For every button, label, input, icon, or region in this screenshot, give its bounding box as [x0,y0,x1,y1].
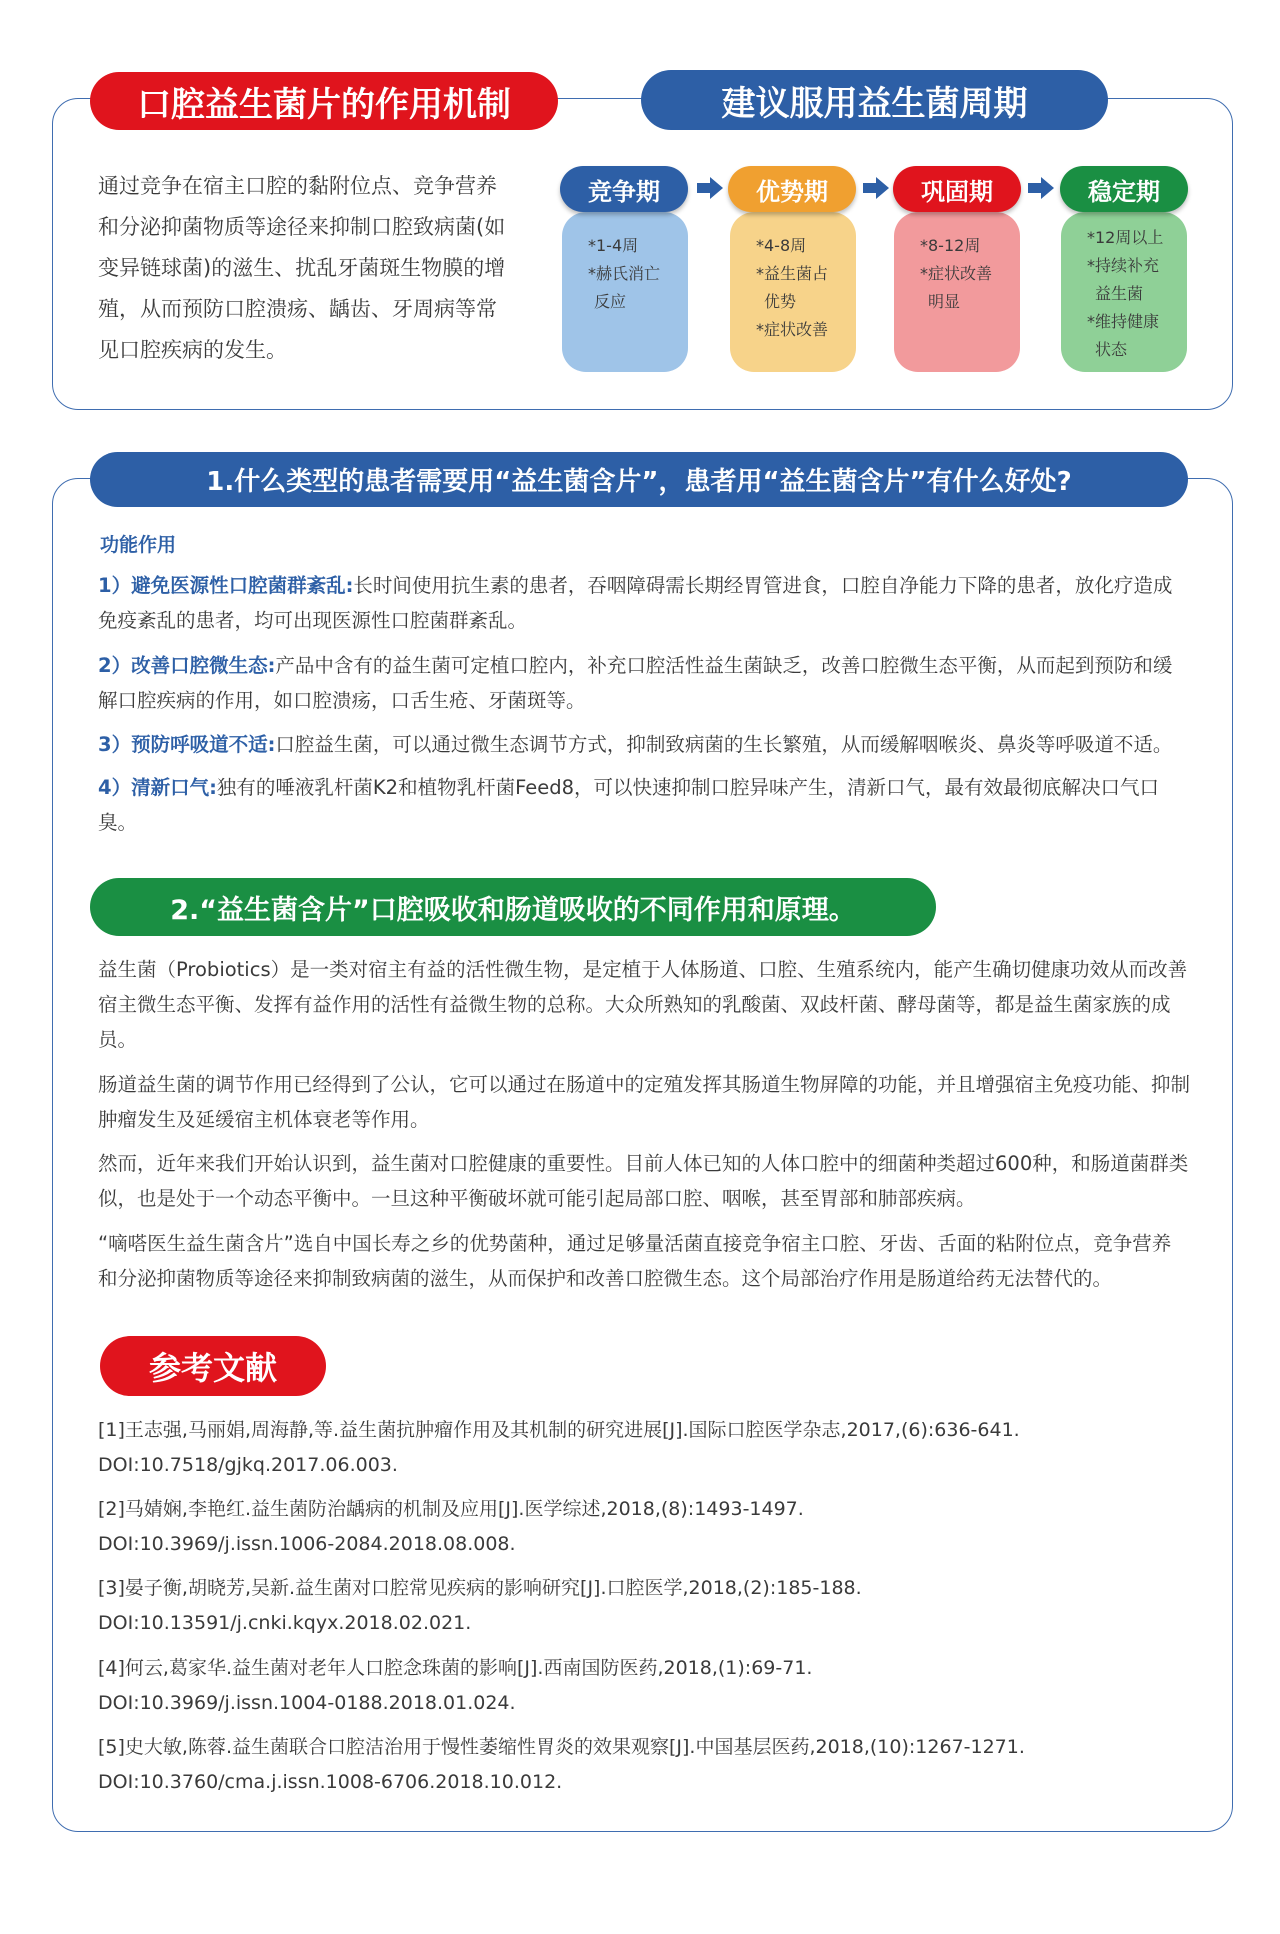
stage-head-2: 优势期 [728,166,856,212]
q2-paragraph: “嘀嗒医生益生菌含片”选自中国长寿之乡的优势菌种，通过足够量活菌直接竞争宿主口腔、牙齿、舌面的粘附位点，竞争营养和分泌抑菌物质等途径来抑制致病菌的滋生，从而保护和改善口腔微生态。这个局部治疗作用是肠道给药无法替代的。 [98,1232,1172,1290]
stage-head-1: 竞争期 [560,166,688,212]
stage-body-3: *8-12周 *症状改善 明显 [894,212,1020,372]
q2-paragraph: 然而，近年来我们开始认识到，益生菌对口腔健康的重要性。目前人体已知的人体口腔中的细菌种类超过600种，和肠道菌群类似，也是处于一个动态平衡中。一旦这种平衡破坏就可能引起局部口腔、咽喉，甚至胃部和肺部疾病。 [98,1152,1189,1210]
reference-item: [5]史大敏,陈蓉.益生菌联合口腔洁治用于慢性萎缩性胃炎的效果观察[J].中国基层医药,2018,(10):1267-1271. DOI:10.3760/cma.j.issn.1008-6706.2018.10.012. [98,1736,1025,1793]
q1-item-2: 2）改善口腔微生态:产品中含有的益生菌可定植口腔内，补充口腔活性益生菌缺乏，改善口腔微生态平衡，从而起到预防和缓解口腔疾病的作用，如口腔溃疡，口舌生疮、牙菌斑等。 [98,654,1173,712]
q1-item-3: 3）预防呼吸道不适:口腔益生菌，可以通过微生态调节方式，抑制致病菌的生长繁殖，从而缓解咽喉炎、鼻炎等呼吸道不适。 [98,733,1173,756]
reference-item: [2]马婧娴,李艳红.益生菌防治龋病的机制及应用[J].医学综述,2018,(8):1493-1497. DOI:10.3969/j.issn.1006-2084.2018.08.008. [98,1498,804,1555]
arrow-right-icon [697,177,723,199]
q1-item-1: 1）避免医源性口腔菌群紊乱:长时间使用抗生素的患者，吞咽障碍需长期经胃管进食，口腔自净能力下降的患者，放化疗造成免疫紊乱的患者，均可出现医源性口腔菌群紊乱。 [98,574,1173,632]
q2-paragraph: 益生菌（Probiotics）是一类对宿主有益的活性微生物，是定植于人体肠道、口腔、生殖系统内，能产生确切健康功效从而改善宿主微生态平衡、发挥有益作用的活性有益微生物的总称。大众所熟知的乳酸菌、双歧杆菌、酵母菌等，都是益生菌家族的成员。 [98,958,1188,1051]
q2-paragraph: 肠道益生菌的调节作用已经得到了公认，它可以通过在肠道中的定殖发挥其肠道生物屏障的功能，并且增强宿主免疫功能、抑制肿瘤发生及延缓宿主机体衰老等作用。 [98,1073,1191,1131]
arrow-right-icon [1028,177,1054,199]
mechanism-text: 通过竞争在宿主口腔的黏附位点、竞争营养和分泌抑菌物质等途径来抑制口腔致病菌(如变异链球菌)的滋生、扰乱牙菌斑生物膜的增殖，从而预防口腔溃疡、龋齿、牙周病等常见口腔疾病的发生。 [98,174,506,362]
q1-item-4: 4）清新口气:独有的唾液乳杆菌K2和植物乳杆菌Feed8，可以快速抑制口腔异味产生，清新口气，最有效最彻底解决口气口臭。 [98,776,1159,834]
reference-item: [1]王志强,马丽娟,周海静,等.益生菌抗肿瘤作用及其机制的研究进展[J].国际口腔医学杂志,2017,(6):636-641. DOI:10.7518/gjkq.2017.06.003. [98,1419,1020,1476]
stage-head-4: 稳定期 [1060,166,1188,212]
arrow-right-icon [863,177,889,199]
q2-title: 2.“益生菌含片”口腔吸收和肠道吸收的不同作用和原理。 [90,878,936,936]
q1-title: 1.什么类型的患者需要用“益生菌含片”，患者用“益生菌含片”有什么好处? [90,452,1188,507]
stage-body-2: *4-8周 *益生菌占 优势 *症状改善 [730,212,856,372]
stage-body-1: *1-4周 *赫氏消亡 反应 [562,212,688,372]
stage-head-3: 巩固期 [893,166,1021,212]
mechanism-title: 口腔益生菌片的作用机制 [90,72,558,130]
cycle-title: 建议服用益生菌周期 [641,70,1108,130]
references-title: 参考文献 [100,1336,326,1396]
reference-item: [4]何云,葛家华.益生菌对老年人口腔念珠菌的影响[J].西南国防医药,2018,(1):69-71. DOI:10.3969/j.issn.1004-0188.2018.01.024. [98,1657,813,1714]
stage-body-4: *12周以上 *持续补充 益生菌 *维持健康 状态 [1061,212,1187,372]
reference-item: [3]晏子衡,胡晓芳,吴新.益生菌对口腔常见疾病的影响研究[J].口腔医学,2018,(2):185-188. DOI:10.13591/j.cnki.kqyx.2018.02.021. [98,1577,862,1634]
function-heading: 功能作用 [100,534,177,556]
